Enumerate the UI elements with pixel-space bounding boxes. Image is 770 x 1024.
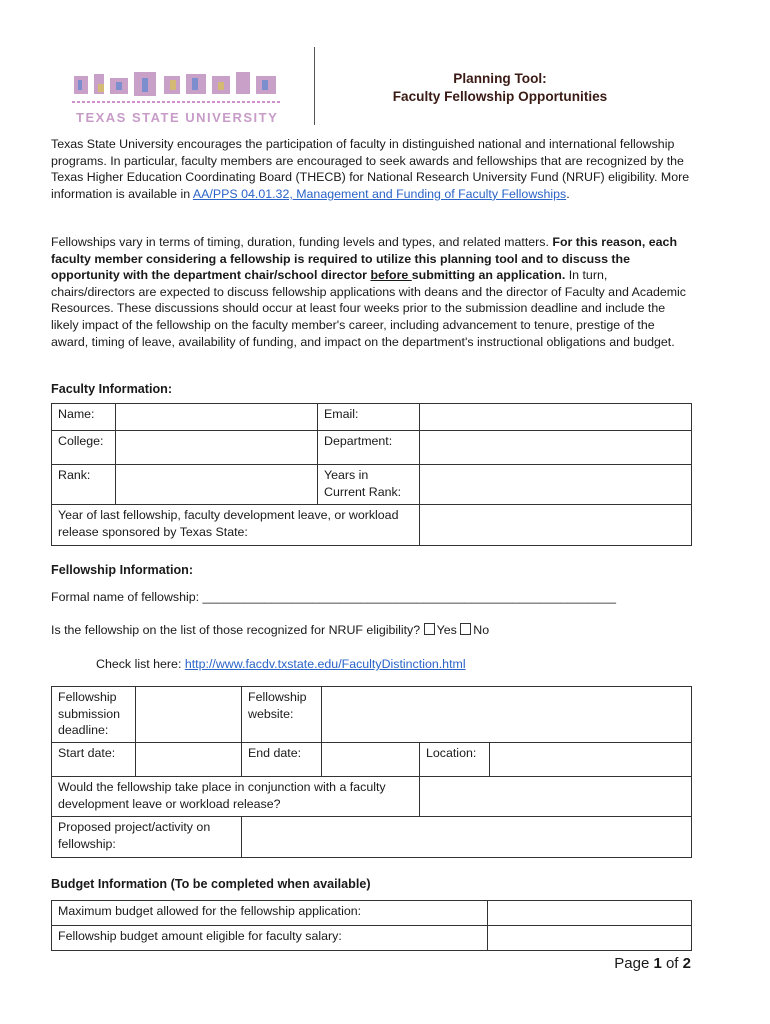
rank-label: Rank: [52,465,116,505]
location-field[interactable] [490,743,692,777]
conjunction-label: Would the fellowship take place in conjunction with a faculty development leave or workload release? [52,777,420,817]
page-number [614,955,691,972]
location-label: Location: [420,743,490,777]
years-field[interactable] [420,465,692,505]
para2-before: before [370,268,412,283]
para2-bold1: For this reason, each faculty member considering a fellowship is required to utilize this planning tool and to discuss the opportunity with the department chair/school director [51,235,678,283]
department-label: Department: [318,431,420,465]
start-date-field[interactable] [136,743,242,777]
college-field[interactable] [116,431,318,465]
header-divider [314,47,315,125]
fellowship-details-table [51,686,692,858]
check-list-row [96,657,466,671]
page-current: 1 [653,955,662,972]
faculty-info-table [51,403,692,546]
title-line-2: Faculty Fellowship Opportunities [392,89,608,104]
nruf-question: Is the fellowship on the list of those recognized for NRUF eligibility? [51,623,424,637]
website-field[interactable] [322,687,692,743]
max-budget-label: Maximum budget allowed for the fellowship application: [52,901,488,926]
last-fellowship-field[interactable] [420,505,692,546]
formal-name-row [51,590,616,604]
page-word: Page [614,955,654,972]
budget-table [51,900,692,951]
requirements-paragraph [51,234,691,350]
formal-name-label: Formal name of fellowship: [51,590,203,604]
para2-part1: Fellowships vary in terms of timing, duration, funding levels and types, and related matters. [51,235,553,249]
para2-part2: In turn, chairs/directors are expected to discuss fellowship applications with deans and the director of Faculty and Academic Resources. These discussions should occur at least four weeks prior to the submission deadline and include the likely impact of the fellowship on the faculty member's career, including advancement to tenure, prestige of the award, timing of leave, availability of funding, and impact on the department's instructional obligations and budget. [51,268,687,349]
faculty-distinction-link[interactable]: http://www.facdv.txstate.edu/FacultyDistinction.html [184,657,466,671]
email-field[interactable] [420,404,692,431]
policy-link[interactable]: AA/PPS 04.01.32, Management and Funding of Faculty Fellowships [192,186,567,201]
name-field[interactable] [116,404,318,431]
project-label: Proposed project/activity on fellowship: [52,817,242,858]
deadline-label: Fellowship submission deadline: [52,687,136,743]
yes-label: Yes [436,623,457,637]
check-list-label: Check list here: [96,657,185,671]
project-field[interactable] [242,817,692,858]
university-logo [72,66,294,128]
website-label: Fellowship website: [242,687,322,743]
rank-field[interactable] [116,465,318,505]
title-line-1: Planning Tool: [453,71,547,86]
nruf-row [51,623,489,637]
college-label: College: [52,431,116,465]
conjunction-field[interactable] [420,777,692,817]
last-fellowship-label: Year of last fellowship, faculty development leave, or workload release sponsored by Texas State: [52,505,420,546]
salary-budget-field[interactable] [488,926,692,951]
faculty-info-heading: Faculty Information: [51,382,173,396]
yes-checkbox[interactable] [424,623,435,635]
salary-budget-label: Fellowship budget amount eligible for faculty salary: [52,926,488,951]
email-label: Email: [318,404,420,431]
formal-name-line[interactable]: ____________________________________________________________ [202,590,616,604]
intro-end: . [566,186,570,201]
budget-info-heading: Budget Information (To be completed when available) [51,877,371,891]
no-checkbox[interactable] [460,623,471,635]
department-field[interactable] [420,431,692,465]
fellowship-info-heading: Fellowship Information: [51,563,194,577]
end-date-field[interactable] [322,743,420,777]
years-label: Years in Current Rank: [318,465,420,505]
page-total: 2 [682,955,691,972]
start-date-label: Start date: [52,743,136,777]
intro-text: Texas State University encourages the participation of faculty in distinguished national and international fellowship programs. In particular, faculty members are encouraged to seek awards and fellowships that are recognized by the Texas Higher Education Coordinating Board (THECB) for National Research University Fund (NRUF) eligibility. More information is available in [51,137,690,201]
name-label: Name: [52,404,116,431]
logo-text: TEXAS STATE UNIVERSITY [76,110,279,125]
deadline-field[interactable] [136,687,242,743]
para2-bold2: submitting an application. [411,268,566,283]
page-of: of [661,955,683,972]
max-budget-field[interactable] [488,901,692,926]
no-label: No [473,623,490,637]
intro-paragraph [51,136,691,202]
end-date-label: End date: [242,743,322,777]
